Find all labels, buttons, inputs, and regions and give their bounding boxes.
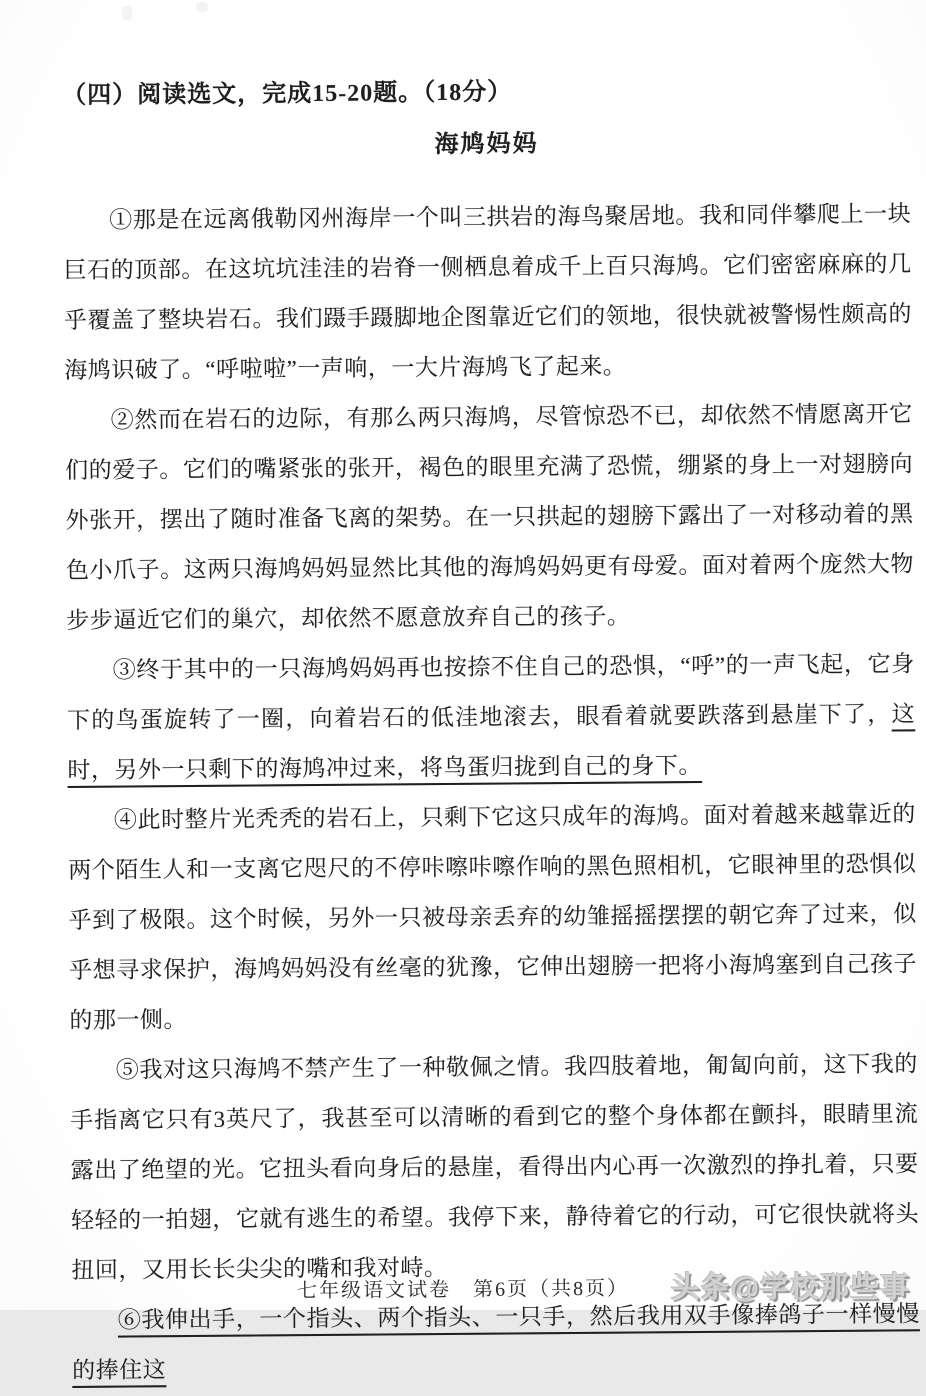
text-segment: ②然而在岩石的边际，有那么两只海鸠，尽管惊恐不已，却依然不情愿离开它们的爱子。它们的嘴紧张的张开，褐色的眼里充满了恐慌，绷紧的身上一对翅膀向外张开，摆出了随时准备飞离的架势。在一只拱起的翅膀下露出了一对移动着的黑色小爪子。这两只海鸠妈妈显然比其他的海鸠妈妈更有母爱。面对着两个庞然大物步步逼近它们的巢穴，却依然不愿意放弃自己的孩子。 <box>65 401 915 633</box>
paragraph <box>70 1039 920 1296</box>
underlined-text: ⑥我伸出手，一个指头、两个指头、一只手，然后我用双手像捧鸽子一样慢慢的捧住这 <box>72 1301 920 1383</box>
page-footer: 七年级语文试卷 第6页（共8页） <box>296 1277 630 1303</box>
scan-artifact <box>122 6 132 20</box>
text-segment: ①那是在远离俄勒冈州海岸一个叫三拱岩的海鸟聚居地。我和同伴攀爬上一块巨石的顶部。在这坑坑洼洼的岩脊一侧栖息着成千上百只海鸠。它们密密麻麻的几乎覆盖了整块岩石。我们蹑手蹑脚地企图靠近它们的领地，很快就被警惕性颇高的海鸠识破了。“呼啦啦”一声响，一大片海鸠飞了起来。 <box>63 201 913 383</box>
text-segment: ⑤我对这只海鸠不禁产生了一种敬佩之情。我四肢着地，匍匐向前，这下我的手指离它只有3英尺了，我甚至可以清晰的看到它的整个身体都在颤抖，眼睛里流露出了绝望的光。它扭头看向身后的悬崖，看得出内心再一次激烈的挣扎着，只要轻轻的一拍翅，它就有逃生的希望。我停下来，静待着它的行动，可它很快就将头扭回，又用长长尖尖的嘴和我对峙。 <box>70 1051 920 1283</box>
paragraph <box>68 789 918 1046</box>
passage <box>63 189 920 1396</box>
watermark: 头条@学校那些事 <box>670 1272 910 1304</box>
scan-artifact <box>196 2 208 12</box>
paragraph <box>65 389 915 646</box>
passage-title: 海鸠妈妈 <box>434 131 539 159</box>
page-content <box>62 63 920 1396</box>
text-segment: ③终于其中的一只海鸠妈妈再也按捺不住自己的恐惧，“呼”的一声飞起，它身下的鸟蛋旋转了一圈，向着岩石的低洼地滚去，眼看着就要跌落到悬崖下了， <box>67 651 915 733</box>
text-segment: ④此时整片光秃秃的岩石上，只剩下它这只成年的海鸠。面对着越来越靠近的两个陌生人和一支离它咫尺的不停咔嚓咔嚓作响的黑色照相机，它眼神里的恐惧似乎到了极限。这个时候，另外一只被母亲丢弃的幼雏摇摇摆摆的朝它奔了过来，似乎想寻求保护，海鸠妈妈没有丝毫的犹豫，它伸出翅膀一把将小海鸠塞到自己孩子的那一侧。 <box>68 801 918 1033</box>
underlined-text: 这时，另外一只剩下的海鸠冲过来，将鸟蛋归拢到自己的身下。 <box>67 701 916 783</box>
paragraph <box>67 639 916 796</box>
paragraph <box>63 189 913 396</box>
section-header: （四）阅读选文，完成15-20题。（18分） <box>62 79 513 109</box>
